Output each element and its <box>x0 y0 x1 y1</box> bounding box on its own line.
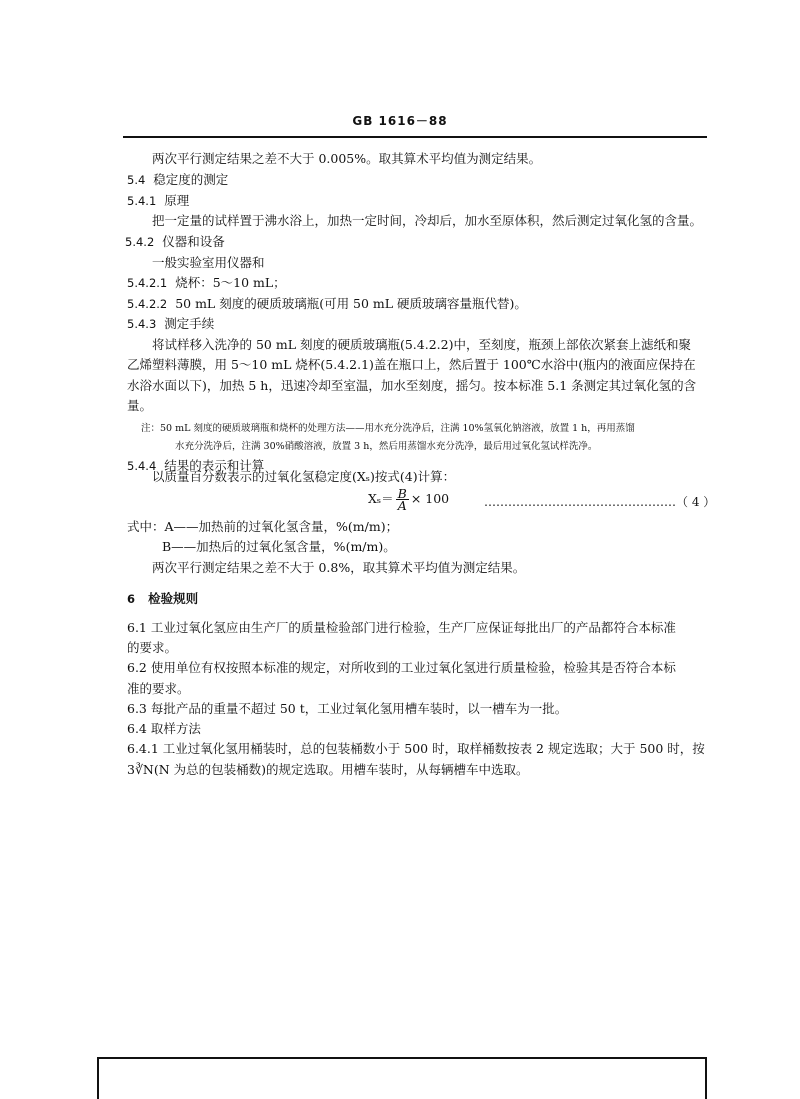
section-heading-5-4-2-1 <box>127 276 286 290</box>
text-line: 一般实验室用仪器和 <box>152 255 265 270</box>
note-line: 注：50 mL 刻度的硬质玻璃瓶和烧杯的处理方法——用水充分洗净后，注满 10%氢氧化钠溶液，放置 1 h，再用蒸馏 <box>141 423 635 434</box>
section-number: 5.4.2 <box>125 235 155 249</box>
section-number: 6 <box>127 592 136 606</box>
formula-rhs: × 100 <box>410 491 450 506</box>
section-title: 50 mL 刻度的硬质玻璃瓶(可用 50 mL 硬质玻璃容量瓶代替)。 <box>175 296 527 311</box>
section-number: 5.4 <box>127 173 146 187</box>
text-line: 以质量百分数表示的过氧化氢稳定度(Xₛ)按式(4)计算： <box>152 469 456 484</box>
section-heading-6 <box>127 592 198 606</box>
section-number: 5.4.2.2 <box>127 297 168 311</box>
text-line: B——加热后的过氧化氢含量，%(m/m)。 <box>162 539 396 554</box>
section-heading-5-4-2 <box>125 235 225 249</box>
note-line: 水充分洗净后，注满 30%硝酸溶液，放置 3 h，然后用蒸馏水充分洗净，最后用过氧化氢试样洗净。 <box>175 441 598 452</box>
bottom-frame <box>97 1057 707 1099</box>
section-number: 5.4.4 <box>127 459 157 473</box>
text-line: 把一定量的试样置于沸水浴上，加热一定时间，冷却后，加水至原体积，然后测定过氧化氢的含量。 <box>152 213 703 228</box>
text-line: 式中：A——加热前的过氧化氢含量，%(m/m)； <box>127 519 399 534</box>
text-line: 6.4 取样方法 <box>127 721 201 736</box>
section-title: 烧杯：5～10 mL； <box>175 275 286 290</box>
section-title: 仪器和设备 <box>162 234 225 249</box>
formula-4 <box>368 488 449 511</box>
text-line: 两次平行测定结果之差不大于 0.8%，取其算术平均值为测定结果。 <box>152 560 526 575</box>
header-rule <box>123 136 707 138</box>
fraction-denominator: A <box>397 498 407 513</box>
formula-leader-dots: …………………………………………（ 4 ） <box>484 495 716 509</box>
section-title: 测定手续 <box>164 316 215 331</box>
section-number: 5.4.2.1 <box>127 276 168 290</box>
section-title: 原理 <box>164 193 190 208</box>
text-line: 两次平行测定结果之差不大于 0.005%。取其算术平均值为测定结果。 <box>152 151 542 166</box>
text-line: 6.3 每批产品的重量不超过 50 t，工业过氧化氢用槽车装时，以一槽车为一批。 <box>127 701 568 716</box>
text-line: 乙烯塑料薄膜，用 5～10 mL 烧杯(5.4.2.1)盖在瓶口上，然后置于 100℃水浴中(瓶内的液面应保持在 <box>127 357 696 372</box>
page-header-standard-id: GB 1616－88 <box>352 114 448 128</box>
text-line: 6.2 使用单位有权按照本标准的规定，对所收到的工业过氧化氢进行质量检验，检验其是否符合本标 <box>127 660 676 675</box>
section-heading-5-4-2-2 <box>127 297 527 311</box>
formula-lhs: Xₛ＝ <box>368 491 394 506</box>
text-line: 水浴水面以下)，加热 5 h，迅速冷却至室温，加水至刻度，摇匀。按本标准 5.1 条测定其过氧化氢的含 <box>127 378 697 393</box>
section-number: 5.4.1 <box>127 194 157 208</box>
section-heading-5-4-1 <box>127 194 189 208</box>
section-heading-5-4 <box>127 173 228 187</box>
section-heading-5-4-3 <box>127 317 214 331</box>
text-line: 准的要求。 <box>127 681 190 696</box>
section-title: 稳定度的测定 <box>153 172 229 187</box>
text-line: 量。 <box>127 398 153 413</box>
text-line: 的要求。 <box>127 640 178 655</box>
fraction-numerator: B <box>397 486 407 501</box>
section-title: 检验规则 <box>148 591 199 606</box>
text-line: 将试样移入洗净的 50 mL 刻度的硬质玻璃瓶(5.4.2.2)中，至刻度，瓶颈上部依次紧套上滤纸和聚 <box>152 337 691 352</box>
text-line: 6.1 工业过氧化氢应由生产厂的质量检验部门进行检验，生产厂应保证每批出厂的产品都符合本标准 <box>127 620 676 635</box>
formula-fraction <box>396 488 409 511</box>
section-number: 5.4.3 <box>127 317 157 331</box>
text-line: 3∛N(N 为总的包装桶数)的规定选取。用槽车装时，从每辆槽车中选取。 <box>127 762 529 777</box>
text-line: 6.4.1 工业过氧化氢用桶装时，总的包装桶数小于 500 时，取样桶数按表 2 规定选取；大于 500 时，按 <box>127 741 705 756</box>
section-title: 结果的表示和计算 <box>164 458 265 473</box>
